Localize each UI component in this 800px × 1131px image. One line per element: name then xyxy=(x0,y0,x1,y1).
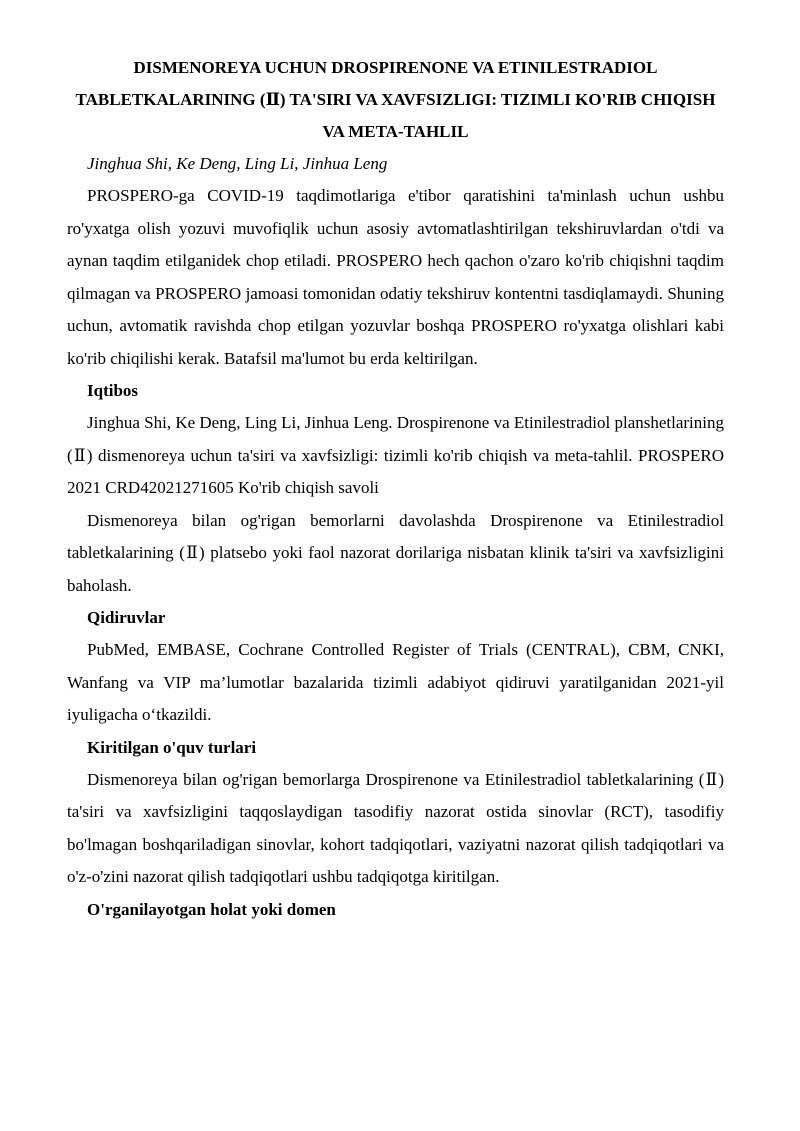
document-page xyxy=(67,52,724,926)
searches-heading: Qidiruvlar xyxy=(87,608,166,627)
author-list: Jinghua Shi, Ke Deng, Ling Li, Jinhua Leng xyxy=(87,154,388,173)
searches-paragraph: PubMed, EMBASE, Cochrane Controlled Register of Trials (CENTRAL), CBM, CNKI, Wanfang va VIP ma’lumotlar bazalarida tizimli adabiyot qidiruvi yaratilganidan 2021-yil iyuligacha o‘tkazildi. xyxy=(67,640,724,724)
review-question-paragraph: Dismenoreya bilan og'rigan bemorlarni davolashda Drospirenone va Etinilestradiol tabletkalarining (Ⅱ) platsebo yoki faol nazorat dorilariga nisbatan klinik ta'siri va xavfsizligini baholash. xyxy=(67,510,724,595)
citation-paragraph: Jinghua Shi, Ke Deng, Ling Li, Jinhua Leng. Drospirenone va Etinilestradiol planshetlarining (Ⅱ) dismenoreya uchun ta'siri va xavfsizligi: tizimli ko'rib chiqish va meta-tahlil. PROSPERO 2021 CRD42021271605 Ko'rib chiqish savoli xyxy=(67,413,724,497)
intro-paragraph: PROSPERO-ga COVID-19 taqdimotlariga e'tibor qaratishini ta'minlash uchun ushbu ro'yxatga olish yozuvi muvofiqlik uchun asosiy avtomatlashtirilgan tekshiruvlardan o'tdi va aynan taqdim etilganidek chop etiladi. PROSPERO hech qachon o'zaro ko'rib chiqishni taqdim qilmagan va PROSPERO jamoasi tomonidan odatiy tekshiruv kontentni tasdiqlamaydi. Shuning uchun, avtomatik ravishda chop etilgan yozuvlar boshqa PROSPERO ro'yxatga olishlari kabi ko'rib chiqilishi kerak. Batafsil ma'lumot bu erda keltirilgan. xyxy=(67,186,724,368)
condition-heading: O'rganilayotgan holat yoki domen xyxy=(87,899,336,919)
study-types-paragraph: Dismenoreya bilan og'rigan bemorlarga Drospirenone va Etinilestradiol tabletkalarining (Ⅱ) ta'siri va xavfsizligini taqqoslaydigan tasodifiy nazorat ostida sinovlar (RCT), tasodifiy bo'lmagan boshqariladigan sinovlar, kohort tadqiqotlari, vaziyatni nazorat qilish tadqiqotlari va o'z-o'zini nazorat qilish tadqiqotlari ushbu tadqiqotga kiritilgan. xyxy=(67,769,724,886)
study-types-heading: Kiritilgan o'quv turlari xyxy=(87,737,257,757)
paper-title: DISMENOREYA UCHUN DROSPIRENONE VA ETINILESTRADIOL TABLETKALARINING (Ⅱ) TA'SIRI VA XAVFSIZLIGI: TIZIMLI KO'RIB CHIQISH VA META-TAHLIL xyxy=(75,58,716,141)
citation-heading: Iqtibos xyxy=(87,381,139,400)
